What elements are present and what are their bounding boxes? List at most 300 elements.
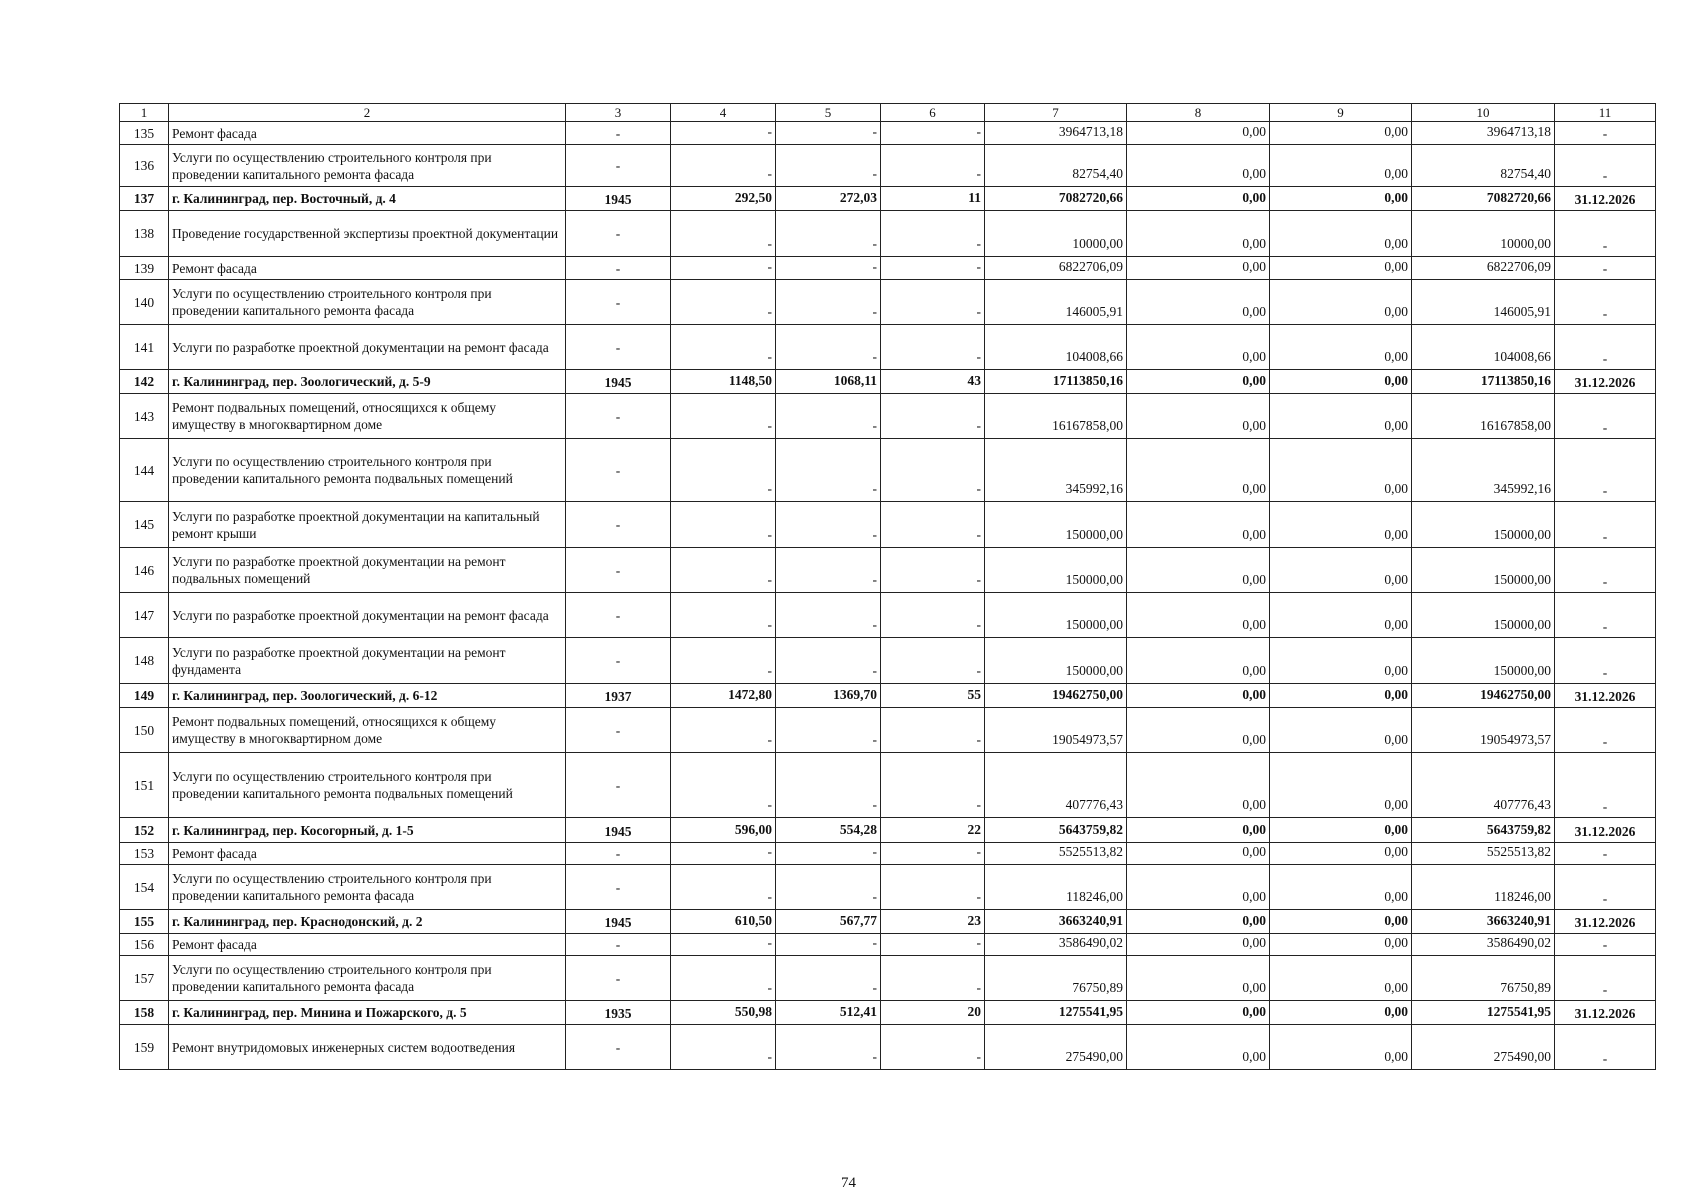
program-table	[119, 103, 1656, 1070]
owner-cost-cell: 104008,66	[1412, 325, 1555, 370]
budget-cost-cell: 0,00	[1270, 1001, 1412, 1025]
row-number: 140	[120, 280, 169, 325]
row-number: 143	[120, 394, 169, 439]
budget-cost-cell: 0,00	[1270, 934, 1412, 956]
year-cell: -	[566, 439, 671, 502]
deadline-cell: -	[1555, 708, 1656, 753]
residents-cell: 23	[881, 910, 985, 934]
row-number: 155	[120, 910, 169, 934]
living-area-cell: -	[776, 257, 881, 280]
budget-cost-cell: 0,00	[1270, 439, 1412, 502]
area-cell: -	[671, 548, 776, 593]
owner-cost-cell: 3964713,18	[1412, 122, 1555, 145]
residents-cell: -	[881, 1025, 985, 1070]
year-cell: -	[566, 325, 671, 370]
budget-cost-cell: 0,00	[1270, 910, 1412, 934]
row-number: 156	[120, 934, 169, 956]
column-header: 9	[1270, 104, 1412, 122]
table-row	[120, 280, 1656, 325]
row-number: 158	[120, 1001, 169, 1025]
table-row	[120, 145, 1656, 187]
residents-cell: -	[881, 145, 985, 187]
owner-cost-cell: 7082720,66	[1412, 187, 1555, 211]
fund-cost-cell: 0,00	[1127, 187, 1270, 211]
fund-cost-cell: 0,00	[1127, 934, 1270, 956]
table-row	[120, 502, 1656, 548]
row-number: 152	[120, 818, 169, 843]
column-header: 3	[566, 104, 671, 122]
year-cell: -	[566, 956, 671, 1001]
living-area-cell: -	[776, 865, 881, 910]
area-cell: -	[671, 1025, 776, 1070]
residents-cell: -	[881, 211, 985, 257]
deadline-cell: -	[1555, 122, 1656, 145]
area-cell: -	[671, 708, 776, 753]
table-row	[120, 211, 1656, 257]
owner-cost-cell: 1275541,95	[1412, 1001, 1555, 1025]
owner-cost-cell: 146005,91	[1412, 280, 1555, 325]
owner-cost-cell: 5643759,82	[1412, 818, 1555, 843]
total-cost-cell: 150000,00	[985, 593, 1127, 638]
fund-cost-cell: 0,00	[1127, 325, 1270, 370]
year-cell: -	[566, 638, 671, 684]
deadline-cell: -	[1555, 211, 1656, 257]
year-cell: 1945	[566, 910, 671, 934]
fund-cost-cell: 0,00	[1127, 593, 1270, 638]
item-name: г. Калининград, пер. Косогорный, д. 1-5	[169, 818, 566, 843]
row-number: 151	[120, 753, 169, 818]
item-name: Услуги по осуществлению строительного контроля при проведении капитального ремонта фасада	[169, 145, 566, 187]
area-cell: -	[671, 325, 776, 370]
owner-cost-cell: 275490,00	[1412, 1025, 1555, 1070]
deadline-cell: 31.12.2026	[1555, 187, 1656, 211]
area-cell: -	[671, 956, 776, 1001]
budget-cost-cell: 0,00	[1270, 280, 1412, 325]
total-cost-cell: 10000,00	[985, 211, 1127, 257]
owner-cost-cell: 17113850,16	[1412, 370, 1555, 394]
owner-cost-cell: 6822706,09	[1412, 257, 1555, 280]
table-row	[120, 818, 1656, 843]
table-row	[120, 439, 1656, 502]
deadline-cell: -	[1555, 325, 1656, 370]
budget-cost-cell: 0,00	[1270, 753, 1412, 818]
fund-cost-cell: 0,00	[1127, 1025, 1270, 1070]
area-cell: 596,00	[671, 818, 776, 843]
residents-cell: -	[881, 122, 985, 145]
year-cell: 1937	[566, 684, 671, 708]
fund-cost-cell: 0,00	[1127, 122, 1270, 145]
item-name: Услуги по осуществлению строительного контроля при проведении капитального ремонта фасада	[169, 280, 566, 325]
budget-cost-cell: 0,00	[1270, 122, 1412, 145]
item-name: Ремонт фасада	[169, 843, 566, 865]
budget-cost-cell: 0,00	[1270, 211, 1412, 257]
owner-cost-cell: 76750,89	[1412, 956, 1555, 1001]
area-cell: -	[671, 211, 776, 257]
fund-cost-cell: 0,00	[1127, 257, 1270, 280]
column-header: 4	[671, 104, 776, 122]
owner-cost-cell: 19054973,57	[1412, 708, 1555, 753]
residents-cell: -	[881, 257, 985, 280]
table-row	[120, 122, 1656, 145]
item-name: Услуги по разработке проектной документации на капитальный ремонт крыши	[169, 502, 566, 548]
year-cell: -	[566, 593, 671, 638]
row-number: 148	[120, 638, 169, 684]
year-cell: 1945	[566, 187, 671, 211]
fund-cost-cell: 0,00	[1127, 280, 1270, 325]
owner-cost-cell: 150000,00	[1412, 638, 1555, 684]
living-area-cell: -	[776, 145, 881, 187]
residents-cell: -	[881, 548, 985, 593]
item-name: Услуги по разработке проектной документации на ремонт подвальных помещений	[169, 548, 566, 593]
owner-cost-cell: 19462750,00	[1412, 684, 1555, 708]
item-name: Ремонт фасада	[169, 122, 566, 145]
area-cell: -	[671, 439, 776, 502]
table-row	[120, 370, 1656, 394]
residents-cell: -	[881, 325, 985, 370]
column-header: 6	[881, 104, 985, 122]
fund-cost-cell: 0,00	[1127, 1001, 1270, 1025]
table-row	[120, 708, 1656, 753]
fund-cost-cell: 0,00	[1127, 684, 1270, 708]
residents-cell: -	[881, 865, 985, 910]
table-row	[120, 593, 1656, 638]
area-cell: -	[671, 394, 776, 439]
residents-cell: 20	[881, 1001, 985, 1025]
total-cost-cell: 3964713,18	[985, 122, 1127, 145]
living-area-cell: -	[776, 956, 881, 1001]
living-area-cell: 1369,70	[776, 684, 881, 708]
table-row	[120, 865, 1656, 910]
deadline-cell: -	[1555, 934, 1656, 956]
item-name: Ремонт подвальных помещений, относящихся к общему имуществу в многоквартирном доме	[169, 708, 566, 753]
item-name: Ремонт фасада	[169, 934, 566, 956]
residents-cell: -	[881, 394, 985, 439]
area-cell: -	[671, 502, 776, 548]
residents-cell: -	[881, 753, 985, 818]
living-area-cell: -	[776, 211, 881, 257]
total-cost-cell: 118246,00	[985, 865, 1127, 910]
total-cost-cell: 3663240,91	[985, 910, 1127, 934]
living-area-cell: 554,28	[776, 818, 881, 843]
area-cell: -	[671, 122, 776, 145]
budget-cost-cell: 0,00	[1270, 956, 1412, 1001]
residents-cell: 11	[881, 187, 985, 211]
row-number: 159	[120, 1025, 169, 1070]
residents-cell: -	[881, 593, 985, 638]
total-cost-cell: 5525513,82	[985, 843, 1127, 865]
table-row	[120, 638, 1656, 684]
area-cell: -	[671, 934, 776, 956]
year-cell: -	[566, 257, 671, 280]
total-cost-cell: 5643759,82	[985, 818, 1127, 843]
area-cell: -	[671, 753, 776, 818]
deadline-cell: -	[1555, 1025, 1656, 1070]
fund-cost-cell: 0,00	[1127, 145, 1270, 187]
year-cell: 1945	[566, 818, 671, 843]
year-cell: -	[566, 211, 671, 257]
fund-cost-cell: 0,00	[1127, 370, 1270, 394]
item-name: г. Калининград, пер. Минина и Пожарского, д. 5	[169, 1001, 566, 1025]
residents-cell: 55	[881, 684, 985, 708]
residents-cell: -	[881, 439, 985, 502]
budget-cost-cell: 0,00	[1270, 1025, 1412, 1070]
owner-cost-cell: 10000,00	[1412, 211, 1555, 257]
owner-cost-cell: 3586490,02	[1412, 934, 1555, 956]
area-cell: -	[671, 280, 776, 325]
residents-cell: 43	[881, 370, 985, 394]
row-number: 149	[120, 684, 169, 708]
owner-cost-cell: 118246,00	[1412, 865, 1555, 910]
fund-cost-cell: 0,00	[1127, 548, 1270, 593]
fund-cost-cell: 0,00	[1127, 865, 1270, 910]
year-cell: -	[566, 753, 671, 818]
table-row	[120, 257, 1656, 280]
column-header: 8	[1127, 104, 1270, 122]
year-cell: -	[566, 394, 671, 439]
residents-cell: -	[881, 638, 985, 684]
deadline-cell: -	[1555, 753, 1656, 818]
row-number: 138	[120, 211, 169, 257]
fund-cost-cell: 0,00	[1127, 638, 1270, 684]
total-cost-cell: 150000,00	[985, 638, 1127, 684]
fund-cost-cell: 0,00	[1127, 394, 1270, 439]
year-cell: 1935	[566, 1001, 671, 1025]
area-cell: 292,50	[671, 187, 776, 211]
deadline-cell: 31.12.2026	[1555, 684, 1656, 708]
owner-cost-cell: 150000,00	[1412, 593, 1555, 638]
table-row	[120, 956, 1656, 1001]
owner-cost-cell: 5525513,82	[1412, 843, 1555, 865]
table-row	[120, 187, 1656, 211]
row-number: 141	[120, 325, 169, 370]
residents-cell: 22	[881, 818, 985, 843]
living-area-cell: -	[776, 439, 881, 502]
living-area-cell: -	[776, 325, 881, 370]
living-area-cell: -	[776, 280, 881, 325]
deadline-cell: -	[1555, 257, 1656, 280]
year-cell: -	[566, 122, 671, 145]
area-cell: -	[671, 638, 776, 684]
total-cost-cell: 19054973,57	[985, 708, 1127, 753]
deadline-cell: -	[1555, 593, 1656, 638]
year-cell: -	[566, 280, 671, 325]
total-cost-cell: 146005,91	[985, 280, 1127, 325]
total-cost-cell: 150000,00	[985, 548, 1127, 593]
area-cell: 1472,80	[671, 684, 776, 708]
deadline-cell: -	[1555, 956, 1656, 1001]
table-row	[120, 325, 1656, 370]
living-area-cell: -	[776, 394, 881, 439]
owner-cost-cell: 150000,00	[1412, 548, 1555, 593]
budget-cost-cell: 0,00	[1270, 865, 1412, 910]
deadline-cell: -	[1555, 865, 1656, 910]
year-cell: -	[566, 502, 671, 548]
row-number: 145	[120, 502, 169, 548]
budget-cost-cell: 0,00	[1270, 843, 1412, 865]
budget-cost-cell: 0,00	[1270, 394, 1412, 439]
row-number: 135	[120, 122, 169, 145]
living-area-cell: -	[776, 593, 881, 638]
budget-cost-cell: 0,00	[1270, 548, 1412, 593]
column-header: 2	[169, 104, 566, 122]
year-cell: 1945	[566, 370, 671, 394]
year-cell: -	[566, 145, 671, 187]
year-cell: -	[566, 548, 671, 593]
total-cost-cell: 16167858,00	[985, 394, 1127, 439]
item-name: г. Калининград, пер. Зоологический, д. 6-12	[169, 684, 566, 708]
row-number: 146	[120, 548, 169, 593]
deadline-cell: -	[1555, 638, 1656, 684]
table-row	[120, 753, 1656, 818]
row-number: 137	[120, 187, 169, 211]
row-number: 136	[120, 145, 169, 187]
year-cell: -	[566, 843, 671, 865]
table-row	[120, 1025, 1656, 1070]
residents-cell: -	[881, 934, 985, 956]
table-row	[120, 843, 1656, 865]
table-row	[120, 684, 1656, 708]
area-cell: -	[671, 843, 776, 865]
living-area-cell: -	[776, 638, 881, 684]
row-number: 144	[120, 439, 169, 502]
page-number: 74	[841, 1175, 856, 1191]
living-area-cell: -	[776, 122, 881, 145]
area-cell: -	[671, 257, 776, 280]
budget-cost-cell: 0,00	[1270, 684, 1412, 708]
living-area-cell: -	[776, 502, 881, 548]
deadline-cell: -	[1555, 439, 1656, 502]
area-cell: 610,50	[671, 910, 776, 934]
budget-cost-cell: 0,00	[1270, 593, 1412, 638]
deadline-cell: -	[1555, 548, 1656, 593]
budget-cost-cell: 0,00	[1270, 818, 1412, 843]
deadline-cell: 31.12.2026	[1555, 818, 1656, 843]
budget-cost-cell: 0,00	[1270, 325, 1412, 370]
total-cost-cell: 150000,00	[985, 502, 1127, 548]
deadline-cell: 31.12.2026	[1555, 370, 1656, 394]
budget-cost-cell: 0,00	[1270, 370, 1412, 394]
item-name: Ремонт подвальных помещений, относящихся к общему имуществу в многоквартирном доме	[169, 394, 566, 439]
residents-cell: -	[881, 708, 985, 753]
living-area-cell: 512,41	[776, 1001, 881, 1025]
budget-cost-cell: 0,00	[1270, 145, 1412, 187]
living-area-cell: 1068,11	[776, 370, 881, 394]
total-cost-cell: 275490,00	[985, 1025, 1127, 1070]
item-name: Ремонт фасада	[169, 257, 566, 280]
fund-cost-cell: 0,00	[1127, 753, 1270, 818]
fund-cost-cell: 0,00	[1127, 502, 1270, 548]
fund-cost-cell: 0,00	[1127, 818, 1270, 843]
total-cost-cell: 7082720,66	[985, 187, 1127, 211]
column-header: 11	[1555, 104, 1656, 122]
item-name: Услуги по осуществлению строительного контроля при проведении капитального ремонта подвальных помещений	[169, 753, 566, 818]
total-cost-cell: 407776,43	[985, 753, 1127, 818]
item-name: Услуги по разработке проектной документации на ремонт фасада	[169, 325, 566, 370]
total-cost-cell: 19462750,00	[985, 684, 1127, 708]
fund-cost-cell: 0,00	[1127, 956, 1270, 1001]
item-name: Услуги по разработке проектной документации на ремонт фасада	[169, 593, 566, 638]
living-area-cell: 567,77	[776, 910, 881, 934]
row-number: 153	[120, 843, 169, 865]
row-number: 150	[120, 708, 169, 753]
table-body	[120, 104, 1656, 1070]
total-cost-cell: 76750,89	[985, 956, 1127, 1001]
fund-cost-cell: 0,00	[1127, 910, 1270, 934]
item-name: Услуги по разработке проектной документации на ремонт фундамента	[169, 638, 566, 684]
row-number: 139	[120, 257, 169, 280]
total-cost-cell: 82754,40	[985, 145, 1127, 187]
item-name: г. Калининград, пер. Зоологический, д. 5-9	[169, 370, 566, 394]
item-name: Услуги по осуществлению строительного контроля при проведении капитального ремонта фасада	[169, 956, 566, 1001]
budget-cost-cell: 0,00	[1270, 502, 1412, 548]
budget-cost-cell: 0,00	[1270, 187, 1412, 211]
deadline-cell: -	[1555, 394, 1656, 439]
living-area-cell: -	[776, 753, 881, 818]
residents-cell: -	[881, 280, 985, 325]
table-row	[120, 1001, 1656, 1025]
row-number: 157	[120, 956, 169, 1001]
item-name: г. Калининград, пер. Краснодонский, д. 2	[169, 910, 566, 934]
column-header: 5	[776, 104, 881, 122]
table-row	[120, 394, 1656, 439]
living-area-cell: -	[776, 708, 881, 753]
residents-cell: -	[881, 843, 985, 865]
area-cell: -	[671, 145, 776, 187]
living-area-cell: -	[776, 843, 881, 865]
deadline-cell: -	[1555, 145, 1656, 187]
fund-cost-cell: 0,00	[1127, 843, 1270, 865]
column-header: 10	[1412, 104, 1555, 122]
owner-cost-cell: 150000,00	[1412, 502, 1555, 548]
area-cell: -	[671, 593, 776, 638]
deadline-cell: -	[1555, 843, 1656, 865]
owner-cost-cell: 345992,16	[1412, 439, 1555, 502]
column-number-row	[120, 104, 1656, 122]
area-cell: -	[671, 865, 776, 910]
column-header: 7	[985, 104, 1127, 122]
total-cost-cell: 1275541,95	[985, 1001, 1127, 1025]
row-number: 142	[120, 370, 169, 394]
item-name: Ремонт внутридомовых инженерных систем водоотведения	[169, 1025, 566, 1070]
budget-cost-cell: 0,00	[1270, 708, 1412, 753]
deadline-cell: 31.12.2026	[1555, 1001, 1656, 1025]
fund-cost-cell: 0,00	[1127, 211, 1270, 257]
year-cell: -	[566, 1025, 671, 1070]
total-cost-cell: 17113850,16	[985, 370, 1127, 394]
table-row	[120, 910, 1656, 934]
year-cell: -	[566, 708, 671, 753]
living-area-cell: 272,03	[776, 187, 881, 211]
area-cell: 1148,50	[671, 370, 776, 394]
item-name: г. Калининград, пер. Восточный, д. 4	[169, 187, 566, 211]
column-header: 1	[120, 104, 169, 122]
budget-cost-cell: 0,00	[1270, 257, 1412, 280]
row-number: 154	[120, 865, 169, 910]
total-cost-cell: 345992,16	[985, 439, 1127, 502]
owner-cost-cell: 407776,43	[1412, 753, 1555, 818]
item-name: Услуги по осуществлению строительного контроля при проведении капитального ремонта фасада	[169, 865, 566, 910]
year-cell: -	[566, 934, 671, 956]
table-row	[120, 548, 1656, 593]
deadline-cell: -	[1555, 502, 1656, 548]
fund-cost-cell: 0,00	[1127, 708, 1270, 753]
row-number: 147	[120, 593, 169, 638]
owner-cost-cell: 82754,40	[1412, 145, 1555, 187]
owner-cost-cell: 3663240,91	[1412, 910, 1555, 934]
table-row	[120, 934, 1656, 956]
owner-cost-cell: 16167858,00	[1412, 394, 1555, 439]
living-area-cell: -	[776, 548, 881, 593]
